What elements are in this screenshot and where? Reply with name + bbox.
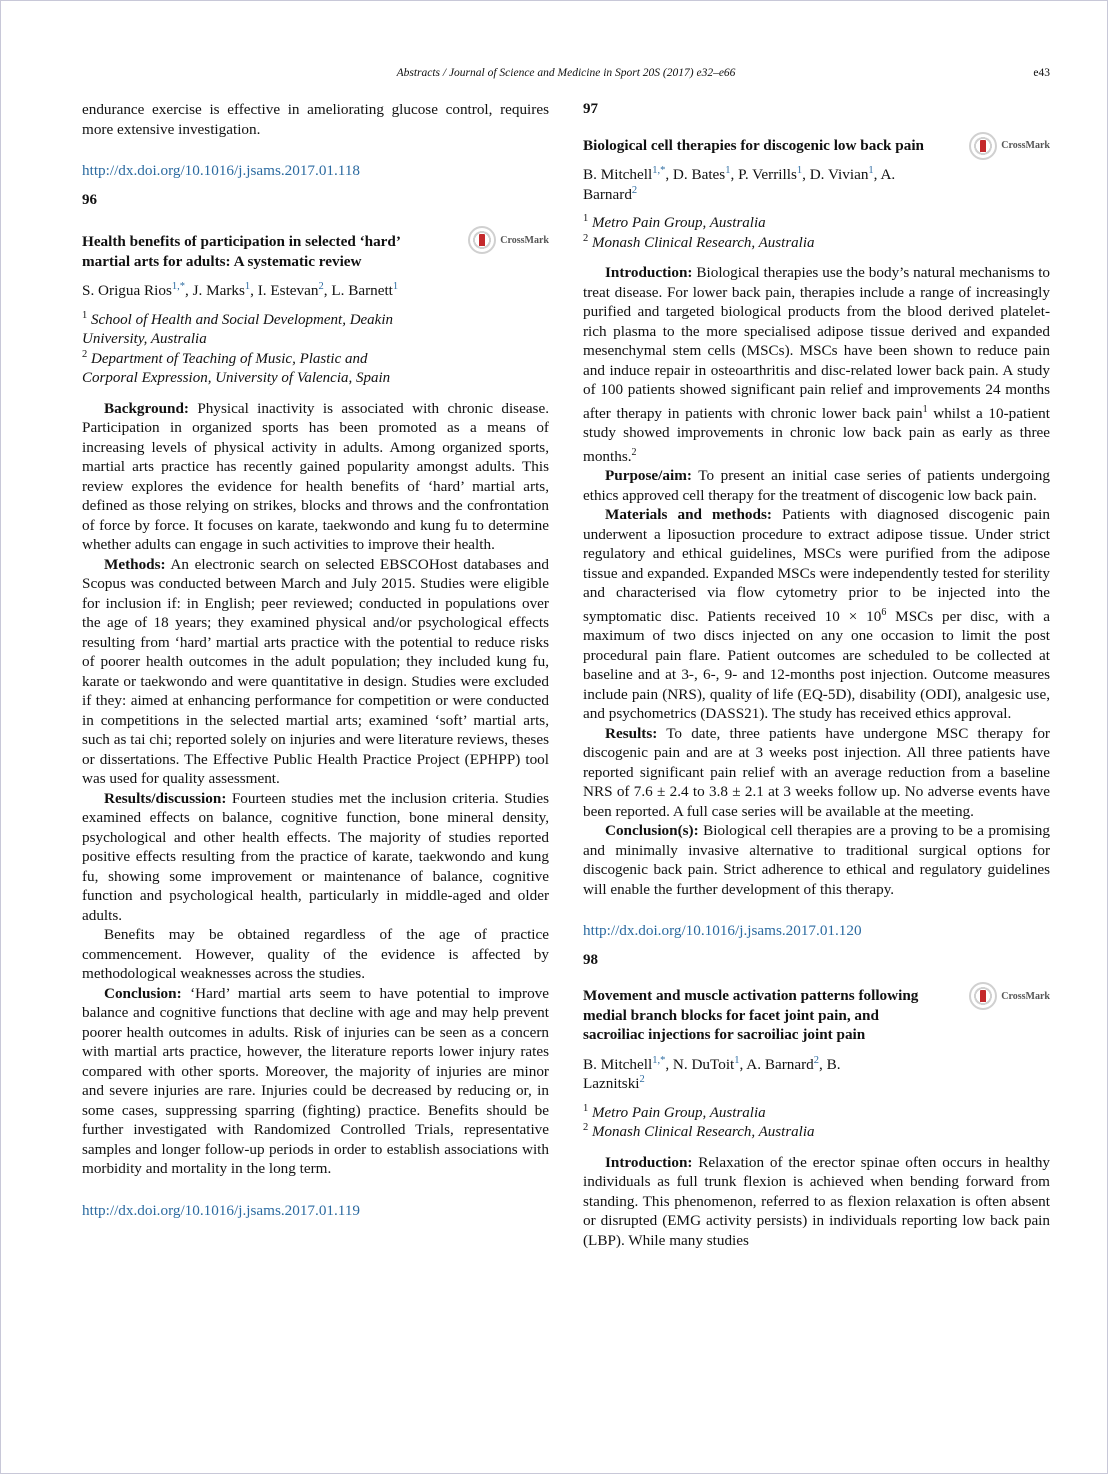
abstract-97-title: Biological cell therapies for discogenic low back pain: [583, 136, 925, 154]
crossmark-label: CrossMark: [1001, 990, 1050, 1002]
right-column: [583, 100, 1050, 1250]
running-head: [82, 67, 1050, 85]
author-name[interactable]: I. Estevan: [257, 282, 319, 299]
author-affil-marker[interactable]: 1: [796, 164, 803, 176]
crossmark-icon: [969, 132, 997, 160]
affiliation: $^1$ Metro Pain Group, Australia: [583, 213, 766, 231]
abstract-97-title-row: [583, 136, 1050, 156]
abstract-96-methods: Methods: An electronic search on selected EBSCOHost databases and Scopus was conducted between March and July 2015. Studies were eligible for inclusion if: in English; peer reviewed; conducted in populations over the age of 18 years; they examined physical and/or psychological effects resulting from ‘hard’ martial arts practice with the potential to reduce risks of poorer health outcomes in the adult population; they included kung fu, karate or taekwondo and were quantitative in design. Studies were excluded if they: aimed at enhancing performance for competition or were conducted in competitions in the selected martial arts; examined ‘soft’ martial arts, such as tai chi; reported solely on injuries and were literature reviews, theses or dissertations. The Effective Public Health Practice Project (EPHPP) tool was used for quality assessment.: [82, 555, 549, 787]
author-affil-marker[interactable]: 1,*: [652, 164, 666, 176]
abstract-97-authors: B. Mitchell$^{1,*}$, D. Bates$^1$, P. Verrills$^1$, D. Vivian$^1$, A. Barnard$^2$: [583, 164, 896, 203]
author-affil-marker[interactable]: 2: [318, 280, 324, 292]
abstract-96-background: Background: Physical inactivity is associated with chronic disease. Participation in organized sports has been promoted as a means of increasing levels of physical activity in adults. Among organized sports, martial arts practice has recently gained popularity amongst adults. This review explores the evidence for health benefits of ‘hard’ martial arts, defined as those relying on strikes, blocks and throws and the confrontation of force by force. It focuses on karate, taekwondo and kung fu to determine whether adults can engage in such activities to improve their health.: [82, 399, 550, 553]
author-name[interactable]: D. Bates: [672, 166, 726, 183]
author-name[interactable]: B. Laznitski: [583, 1055, 841, 1093]
abstract-96-authors: S. Origua Rios$^{1,*}$, J. Marks$^1$, I. Estevan$^2$, L. Barnett$^1$: [82, 280, 399, 299]
author-name[interactable]: N. DuToit: [672, 1055, 735, 1073]
author-name[interactable]: L. Barnett: [331, 282, 393, 299]
left-column: [82, 100, 549, 1220]
continuation-text: endurance exercise is effective in ameliorating glucose control, requires more extensive investigation.: [82, 101, 549, 138]
author-affil-marker[interactable]: 2: [631, 184, 638, 196]
crossmark-label: CrossMark: [1001, 140, 1050, 151]
abstract-97-methods: Materials and methods: Patients with diagnosed discogenic pain underwent a liposuction procedure to extract adipose tissue. Under strict regulatory and ethical guidelines, MSCs were purified from the adipose tissue and expanded. Expanded MSCs were independently tested for sterility and characterised via flow cytometry prior to be injected into the symptomatic disc. Patients received $10 \times 10^6$ MSCs per disc, with a maximum of two discs injected on any one occasion to limit the post procedural pain flare. Patient outcomes are scheduled to be collected at baseline and at 3-, 6-, 9- and 12-months post injection. Outcome measures include pain (NRS), quality of life (EQ-5D), disability (ODI), analgesic use, and psychometrics (DASS21). The study has received ethics approval.: [583, 506, 1050, 723]
author-affil-marker[interactable]: 1: [392, 280, 399, 292]
affiliation: $^2$ Monash Clinical Research, Australia: [583, 232, 815, 251]
abstract-98-authors: B. Mitchell$^{1,*}$, N. DuToit$^1$, A. Barnard$^2$, B. Laznitski$^2$: [583, 1054, 841, 1093]
abstract-98-introduction: Introduction: Relaxation of the erector spinae often occurs in healthy individuals as full trunk flexion is achieved when bending forward from standing. This phenomenon, referred to as flexion relaxation is often absent or disrupted (EMG activity persists) in individuals reporting low back pain (LBP). While many studies: [583, 1153, 1051, 1249]
author-name[interactable]: B. Mitchell: [583, 1055, 653, 1073]
author-affil-marker[interactable]: 2: [813, 1054, 820, 1066]
abstract-98-title: Movement and muscle activation patterns following medial branch blocks for facet joint pain, and sacroiliac injections for sacroiliac joint pain: [583, 987, 919, 1044]
abstract-97-results: Results: To date, three patients have undergone MSC therapy for discogenic pain and are at 3 weeks post injection. All three patients have reported significant pain relief with an average reduction from a baseline NRS of 7.6 ± 2.4 to 3.8 ± 2.1 at 3 weeks follow up. No adverse events have been reported. A full case series will be available at the meeting.: [583, 724, 1050, 820]
abstract-97-introduction: Introduction: Biological therapies use the body’s natural mechanisms to treat disease. For lower back pain, therapies include a range of increasingly purified and targeted biological products from the blood derived platelet-rich plasma to the more specialised adipose tissue derived and expanded mesenchymal stem cells (MSCs). MSCs have been shown to reduce pain and induce repair in osteoarthritis and disc-related lower back pain. A study of 100 patients showed significant pain relief and improvements 24 months after therapy in patients with chronic lower back pain$^1$ whilst a 10-patient study showed improvements in chronic low back pain as early as three months.$^2$: [583, 264, 1051, 465]
doi-link-120[interactable]: http://dx.doi.org/10.1016/j.jsams.2017.01.120: [583, 922, 862, 940]
affiliation: $^1$ Metro Pain Group, Australia: [583, 1102, 766, 1121]
author-name[interactable]: D. Vivian: [809, 166, 869, 183]
crossmark-badge[interactable]: [969, 132, 1050, 160]
abstract-number-96: 96: [82, 191, 97, 208]
abstract-96-title: Health benefits of participation in selected ‘hard’ martial arts for adults: A systematic review: [82, 233, 400, 270]
author-name[interactable]: B. Mitchell: [583, 166, 653, 183]
crossmark-label: CrossMark: [500, 234, 549, 246]
affiliation: $^2$ Department of Teaching of Music, Plastic and Corporal Expression, University of Valencia, Spain: [82, 348, 391, 386]
author-name[interactable]: S. Origua Rios: [82, 282, 172, 299]
citation-marker: 2: [631, 446, 637, 458]
doi-link-118[interactable]: http://dx.doi.org/10.1016/j.jsams.2017.01.118: [82, 162, 361, 179]
author-affil-marker[interactable]: 1,*: [652, 1054, 666, 1066]
affiliation: $^1$ School of Health and Social Development, Deakin University, Australia: [82, 309, 394, 347]
exponent: 6: [881, 606, 887, 618]
crossmark-badge[interactable]: [468, 226, 549, 254]
author-affil-marker[interactable]: 1: [244, 280, 251, 292]
abstract-96-conclusion: Conclusion: ‘Hard’ martial arts seem to have potential to improve balance and cognitive functions that decline with age and may help prevent poorer health outcomes in adults. Risk of injuries can be seen as a concern with martial arts practice, however, the literature reports lower injury rates compared with other sports. Moreover, the majority of injuries are minor and severe injuries are rare. Injuries could be decreased by reducing or, in some cases, suppressing sparring (fighting) practice. Benefits should be further investigated with Randomized Controlled Trials, representative samples and longer follow-up periods in order to establish associations with morbidity and mortality in the long term.: [82, 984, 549, 1177]
abstract-96-results: Results/discussion: Fourteen studies met the inclusion criteria. Studies examined effects on balance, cognitive function, bone mineral density, psychological and other health effects. The majority of studies reported positive effects resulting from the practice of karate, taekwondo and kung fu, showing some improvement or maintenance of balance, cognitive function and psychological health, particularly in middle-aged and older adults.: [82, 789, 549, 924]
author-affil-marker[interactable]: 1: [725, 164, 731, 176]
author-name[interactable]: A. Barnard: [746, 1055, 814, 1073]
author-name[interactable]: J. Marks: [192, 282, 245, 299]
affiliation: $^2$ Monash Clinical Research, Australia: [583, 1122, 815, 1141]
abstract-97-conclusion: Conclusion(s): Biological cell therapies are a proving to be a promising and minimally invasive alternative to traditional surgical options for discogenic back pain. Strict adherence to ethical and regulatory guidelines will enable the further development of this therapy.: [583, 822, 1050, 898]
crossmark-badge[interactable]: [969, 982, 1050, 1010]
abstract-96-benefits: Benefits may be obtained regardless of the age of practice commencement. However, quality of the evidence is affected by methodological weaknesses across the studies.: [82, 926, 549, 982]
abstract-98-title-row: [583, 986, 1050, 1045]
author-affil-marker[interactable]: 1: [734, 1054, 740, 1066]
author-affil-marker[interactable]: 1: [868, 164, 874, 176]
author-name[interactable]: A. Barnard: [583, 166, 896, 203]
author-affil-marker[interactable]: 1,*: [171, 280, 185, 292]
abstract-number-98: 98: [583, 951, 598, 968]
author-name[interactable]: P. Verrills: [738, 166, 797, 183]
abstract-number-97: 97: [583, 101, 598, 117]
crossmark-icon: [969, 982, 997, 1010]
citation-marker: 1: [922, 403, 928, 415]
doi-link-119[interactable]: http://dx.doi.org/10.1016/j.jsams.2017.01.119: [82, 1201, 361, 1219]
abstract-97-purpose: Purpose/aim: To present an initial case series of patients undergoing ethics approved cell therapy for the treatment of discogenic low back pain.: [583, 467, 1050, 504]
page-number: e43: [1033, 67, 1050, 79]
crossmark-icon: [468, 226, 496, 254]
journal-citation: Abstracts / Journal of Science and Medicine in Sport 20S (2017) e32–e66: [396, 67, 736, 79]
author-affil-marker[interactable]: 2: [639, 1074, 645, 1086]
abstract-96-title-row: [82, 232, 549, 271]
